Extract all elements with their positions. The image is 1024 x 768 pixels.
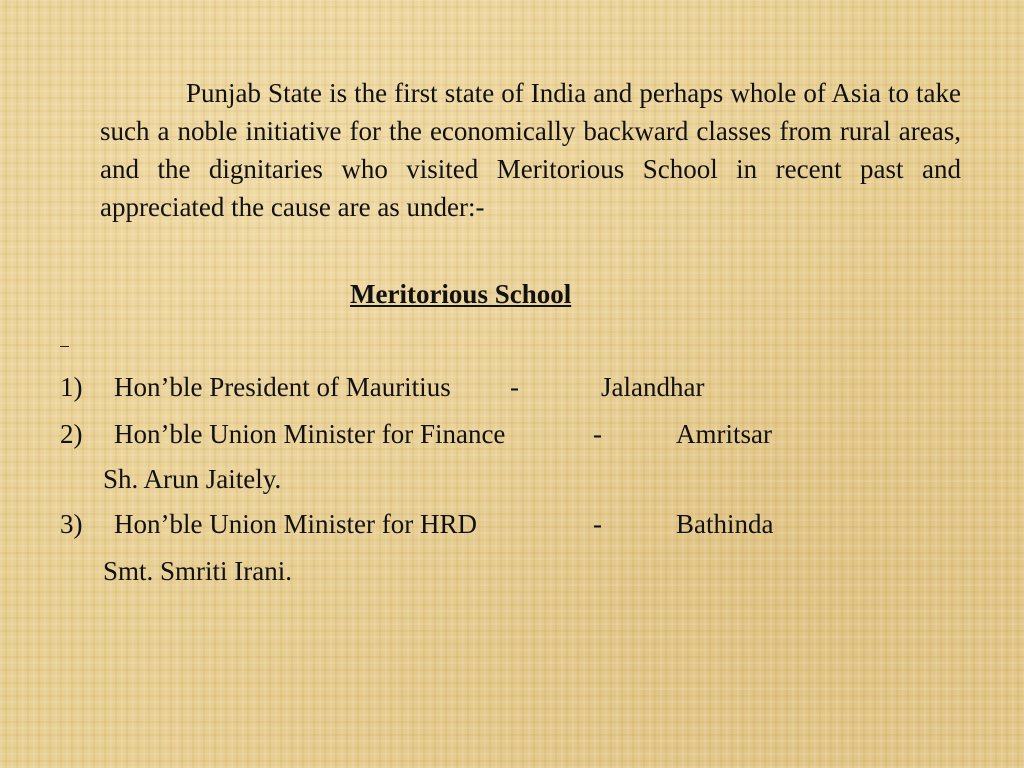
- list-item-2: [0, 418, 1024, 450]
- item-separator: -: [593, 419, 602, 449]
- item-place: Jalandhar: [601, 372, 705, 402]
- item-number: 3): [60, 509, 83, 539]
- list-item-1: [0, 371, 1024, 403]
- item-place: Bathinda: [676, 509, 774, 539]
- item-separator: -: [510, 372, 519, 402]
- item-title: Hon’ble Union Minister for Finance: [114, 419, 506, 449]
- item-title: Hon’ble President of Mauritius: [114, 372, 451, 402]
- section-heading: Meritorious School: [350, 279, 572, 309]
- intro-paragraph: Punjab State is the first state of India and perhaps whole of Asia to take such a noble initiative for the economically backward classes from rural areas, and the dignitaries who visited Meritorious School in recent past and appreciated the cause are as under:-: [100, 78, 961, 222]
- list-item-3: [0, 508, 1024, 540]
- stray-dash-mark: [60, 346, 69, 347]
- item-person-name: Smt. Smriti Irani.: [103, 556, 292, 586]
- item-person-name: Sh. Arun Jaitely.: [103, 464, 282, 494]
- item-separator: -: [593, 509, 602, 539]
- item-title: Hon’ble Union Minister for HRD: [114, 509, 477, 539]
- item-place: Amritsar: [676, 419, 772, 449]
- item-number: 1): [60, 372, 83, 402]
- item-number: 2): [60, 419, 83, 449]
